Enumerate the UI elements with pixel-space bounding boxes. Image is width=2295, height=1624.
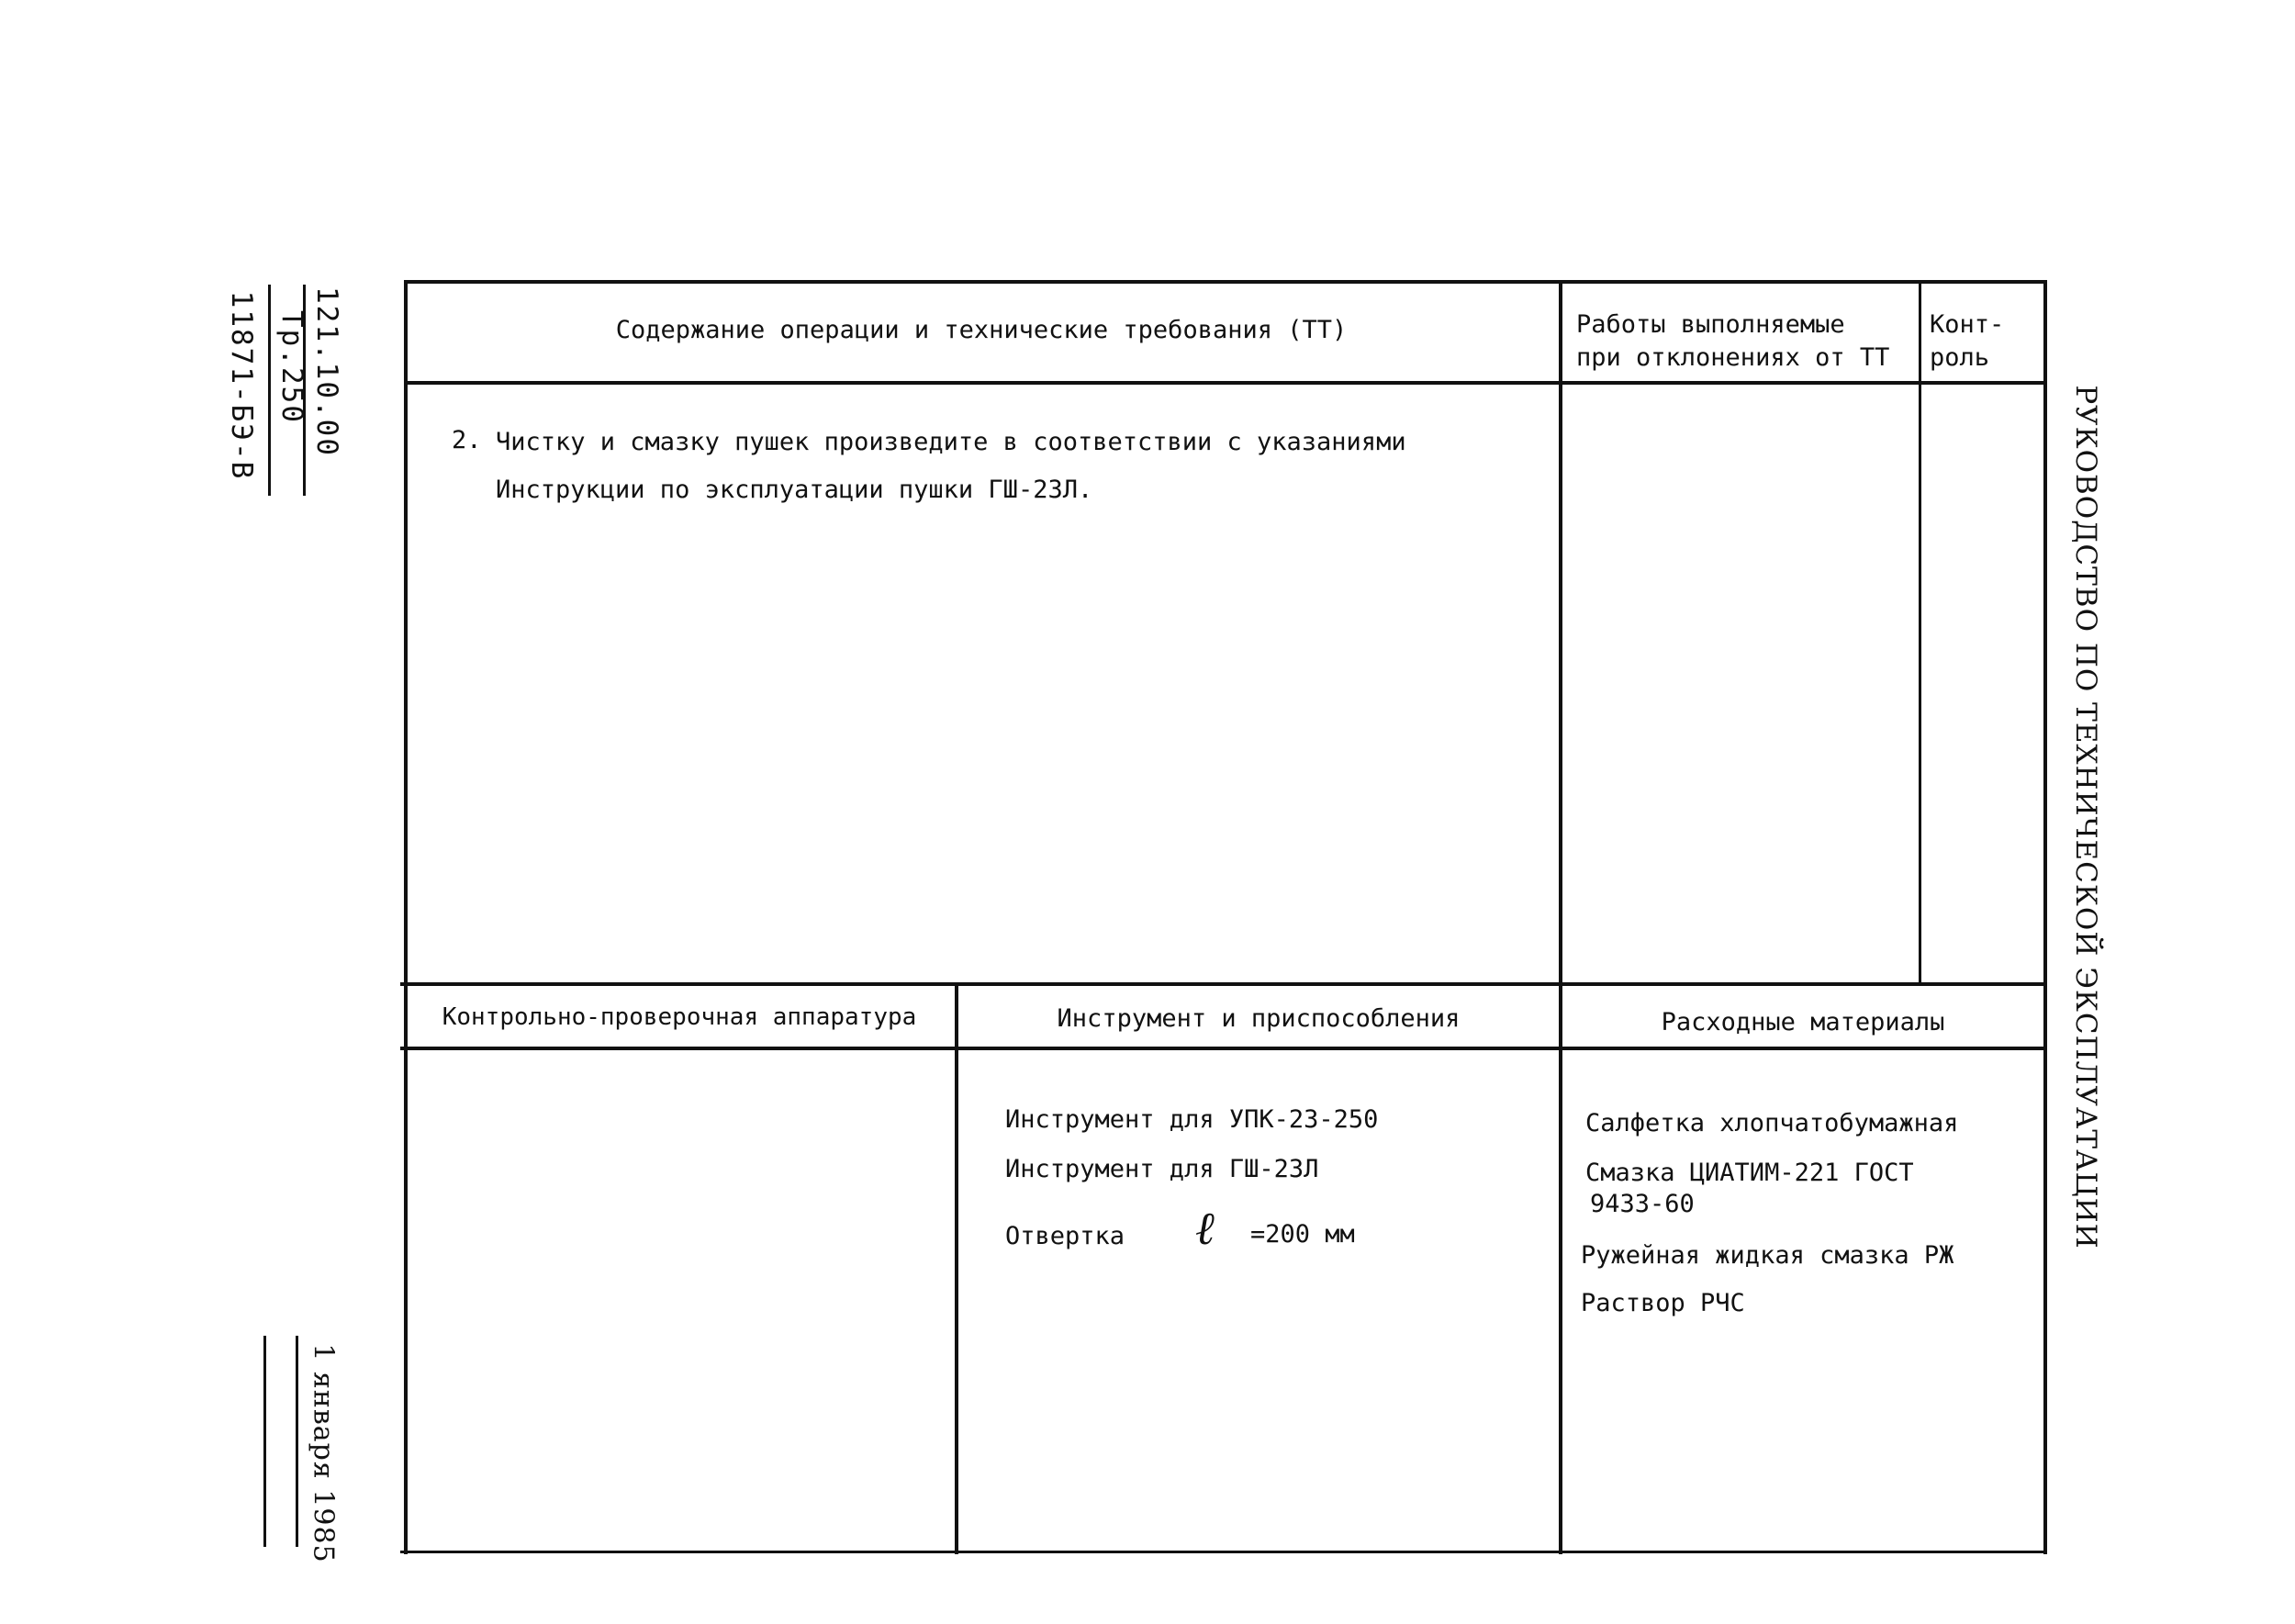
operation-text-line1: Чистку и смазку пушек произведите в соответствии с указаниями bbox=[496, 428, 1406, 456]
materials-item-continued: 9433-60 bbox=[1590, 1190, 1695, 1218]
operation-number: 2. bbox=[452, 426, 482, 454]
materials-item: Салфетка хлопчатобумажная bbox=[1585, 1109, 1959, 1137]
control-column-header-line2: роль bbox=[1930, 343, 1990, 372]
document-number: 11871-БЭ-В bbox=[225, 290, 258, 481]
header-bottom-border bbox=[404, 381, 2047, 385]
content-column-header: Содержание операции и технические требования (ТТ) bbox=[615, 316, 1348, 344]
tools-item-screwdriver-length: =200 мм bbox=[1250, 1220, 1355, 1249]
tools-item-screwdriver: Отвертка bbox=[1005, 1222, 1125, 1250]
lower-header-bottom-border bbox=[400, 1047, 2047, 1050]
tools-item: Инструмент для ГШ-23Л bbox=[1005, 1155, 1319, 1183]
operation-text-line2: Инструкции по эксплуатации пушки ГШ-23Л. bbox=[496, 476, 1093, 504]
length-symbol: ℓ bbox=[1195, 1202, 1215, 1255]
table-bottom-border bbox=[400, 1551, 2047, 1553]
deviation-column-header-line1: Работы выполняемые bbox=[1576, 310, 1845, 339]
document-subcode-underline bbox=[268, 285, 271, 496]
control-col-border bbox=[1919, 280, 1921, 984]
tools-item: Инструмент для УПК-23-250 bbox=[1005, 1105, 1379, 1134]
table-left-border bbox=[404, 280, 408, 1554]
document-date: 1 января 1985 bbox=[307, 1343, 340, 1563]
equipment-column-header: Контрольно-проверочная аппаратура bbox=[442, 1003, 917, 1031]
materials-column-header: Расходные материалы bbox=[1661, 1008, 1945, 1036]
materials-item: Смазка ЦИАТИМ-221 ГОСТ bbox=[1585, 1159, 1914, 1187]
document-subcode: Тр.250 bbox=[275, 310, 308, 424]
document-code: 121.10.00 bbox=[310, 286, 343, 457]
manual-title: РУКОВОДСТВО ПО ТЕХНИЧЕСКОЙ ЭКСПЛУАТАЦИИ bbox=[2069, 385, 2102, 1249]
operation-card-table bbox=[404, 280, 2047, 1554]
table-right-border bbox=[2043, 280, 2047, 1554]
deviation-col-border bbox=[1559, 280, 1562, 1554]
materials-item: Раствор РЧС bbox=[1581, 1289, 1745, 1317]
document-date-rule-2 bbox=[263, 1336, 266, 1547]
table-top-border bbox=[404, 280, 2047, 284]
control-column-header-line1: Конт- bbox=[1930, 310, 2005, 339]
deviation-column-header-line2: при отклонениях от ТТ bbox=[1576, 343, 1890, 372]
materials-item: Ружейная жидкая смазка РЖ bbox=[1581, 1241, 1954, 1270]
tools-column-header: Инструмент и приспособления bbox=[1057, 1004, 1461, 1033]
equipment-col-border bbox=[955, 984, 958, 1554]
document-date-rule-1 bbox=[296, 1336, 298, 1547]
content-bottom-border bbox=[400, 982, 2047, 986]
